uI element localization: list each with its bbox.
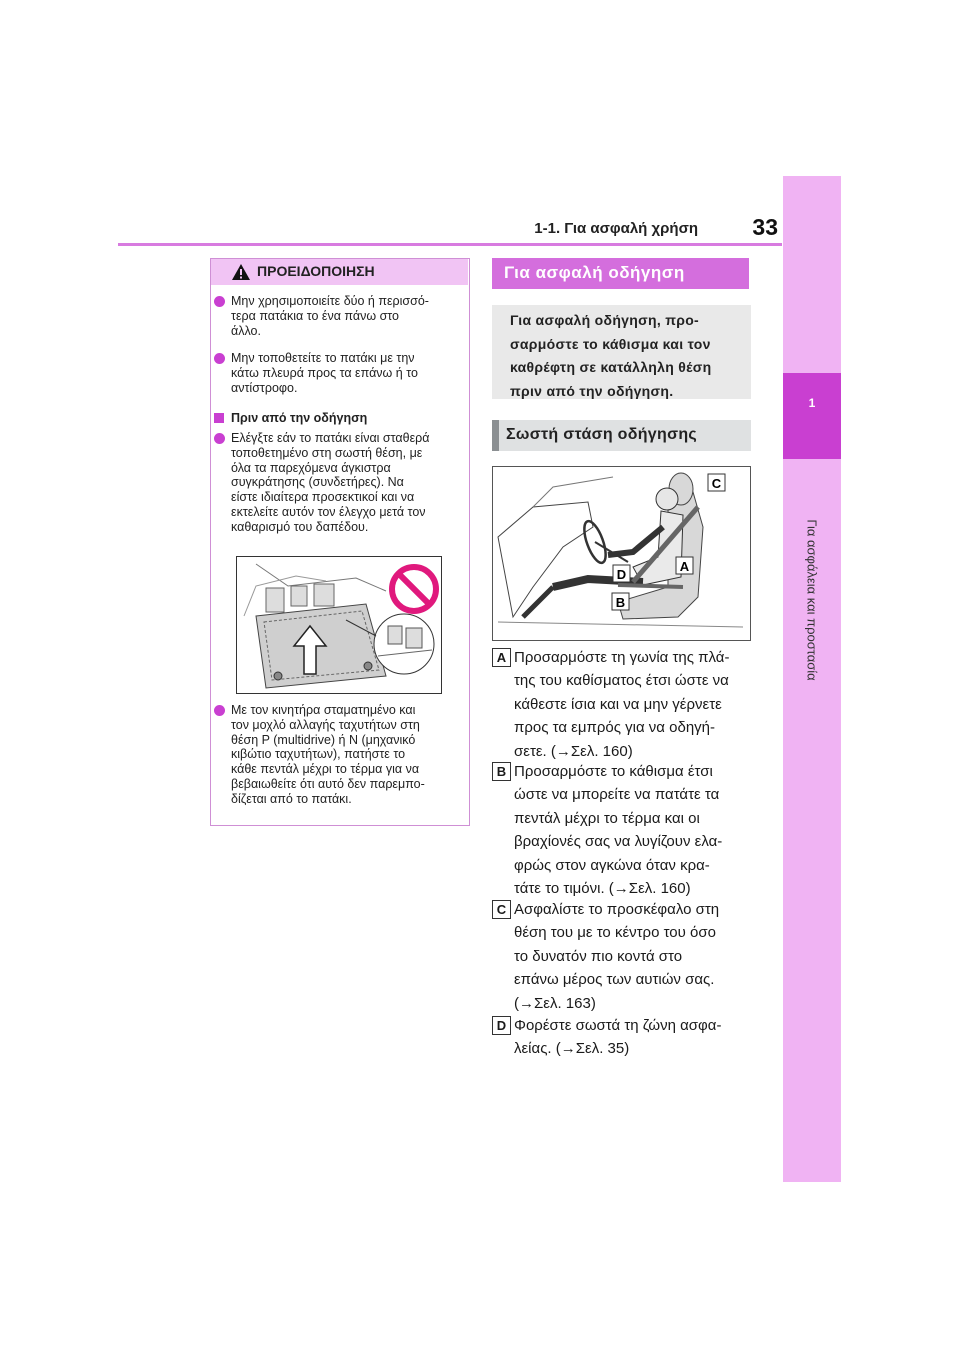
intro-text	[510, 309, 740, 403]
text-line: Μην χρησιμοποιείτε δύο ή περισσό-	[231, 294, 429, 308]
warning-icon	[231, 263, 251, 281]
warning-bullet-3	[214, 431, 464, 537]
posture-item-b	[492, 760, 754, 902]
warning-bullet-1	[214, 294, 464, 340]
text-line: βεβαιωθείτε ότι αυτό δεν παρεμπο-	[231, 776, 425, 791]
chapter-number: 1	[783, 373, 841, 459]
bullet-dot	[214, 353, 225, 364]
text-line: (→Σελ. 163)	[514, 994, 596, 1012]
figure-label-b	[612, 593, 629, 610]
driving-posture-illustration	[493, 467, 750, 640]
text-line: κάθεστε ίσια και να μην γέρνετε	[514, 695, 722, 713]
section-heading	[492, 258, 749, 289]
bullet-dot	[214, 705, 225, 716]
text-line: κάθε πεντάλ μέχρι το τέρμα για να	[231, 762, 420, 777]
text-line: άλλο.	[231, 323, 261, 338]
text-line: βραχίονές σας να λυγίζουν ελα-	[514, 833, 723, 851]
text-line: δίζεται από το πατάκι.	[231, 791, 352, 806]
text-line: φρώς στον αγκώνα όταν κρα-	[514, 856, 710, 874]
text-line: Με τον κινητήρα σταματημένο και	[231, 703, 416, 717]
figure-label-c	[708, 474, 725, 491]
section-heading-text: Για ασφαλή οδήγηση	[504, 263, 685, 282]
text-line: σετε. (→Σελ. 160)	[514, 742, 633, 760]
item-label: B	[492, 762, 511, 781]
subsection-heading-text: Σωστή στάση οδήγησης	[506, 426, 698, 443]
item-label: C	[492, 900, 511, 919]
subsection-accent-bar	[492, 420, 499, 451]
item-label: D	[492, 1016, 511, 1035]
text-line: καθαρισμό του δαπέδου.	[231, 519, 369, 534]
text-line: ώστε να μπορείτε να πατάτε τα	[514, 786, 720, 804]
subheading-text: Πριν από την οδήγηση	[231, 411, 368, 425]
text-line: επάνω μέρος των αυτιών σας.	[514, 971, 715, 989]
prohibited-icon	[392, 567, 436, 611]
text-line: Προσαρμόστε τη γωνία της πλά-	[514, 649, 730, 666]
floor-mat-illustration	[236, 556, 442, 694]
item-label: A	[492, 648, 511, 667]
text-line: είστε ιδιαίτερα προσεκτικοί και να	[231, 490, 415, 505]
text-line: Ελέγξτε εάν το πατάκι είναι σταθερά	[231, 431, 430, 445]
text-line: πριν από την οδήγηση.	[510, 382, 674, 399]
header-rule	[118, 243, 782, 246]
square-bullet-icon	[214, 413, 224, 423]
warning-header	[211, 259, 468, 285]
text-line: Ασφαλίστε το προσκέφαλο στη	[514, 901, 720, 918]
text-line: Για ασφαλή οδήγηση, προ-	[510, 312, 700, 328]
posture-item-a	[492, 646, 754, 764]
text-line: το δυνατόν πιο κοντά στο	[514, 947, 683, 965]
text-line: θέση του με το κέντρο του όσο	[514, 924, 716, 942]
text-line: συγκράτησης (συνδετήρες). Να	[231, 475, 404, 490]
section-breadcrumb: 1-1. Για ασφαλή χρήση	[534, 220, 698, 237]
text-line: εκτελείτε αυτόν τον έλεγχο μετά τον	[231, 504, 426, 519]
text-line: Φορέστε σωστά τη ζώνη ασφα-	[514, 1017, 722, 1034]
page-number: 33	[752, 214, 778, 240]
text-line: λείας. (→Σελ. 35)	[514, 1040, 630, 1058]
text-line: σαρμόστε το κάθισμα και τον	[510, 335, 711, 352]
text-line: αντίστροφο.	[231, 380, 298, 395]
text-line: τοποθετημένο στη σωστή θέση, με	[231, 445, 423, 460]
bullet-dot	[214, 296, 225, 307]
posture-item-c	[492, 898, 754, 1016]
text-line: πεντάλ μέχρι το τέρμα και οι	[514, 809, 700, 827]
svg-text:A: A	[679, 559, 690, 574]
text-line: προς τα εμπρός για να οδηγή-	[514, 719, 716, 737]
svg-text:D: D	[616, 567, 627, 582]
text-line: όλα τα παρεχόμενα άγκιστρα	[231, 460, 391, 475]
svg-text:C: C	[711, 476, 722, 491]
subsection-heading	[492, 420, 751, 451]
warning-bullet-2	[214, 351, 464, 397]
text-line: τάτε το τιμόνι. (→Σελ. 160)	[514, 880, 691, 898]
text-line: Προσαρμόστε το κάθισμα έτσι	[514, 763, 713, 780]
driving-posture-figure	[492, 466, 751, 641]
figure-label-d	[613, 565, 630, 582]
text-line: καθρέφτη σε κατάλληλη θέση	[510, 359, 712, 375]
bullet-dot	[214, 433, 225, 444]
warning-subheading	[214, 411, 464, 427]
text-line: της του καθίσματος έτσι ώστε να	[514, 672, 729, 690]
text-line: κάτω πλευρά προς τα επάνω ή το	[231, 365, 418, 380]
text-line: τερα πατάκια το ένα πάνω στο	[231, 308, 399, 323]
figure-label-a	[676, 557, 693, 574]
posture-item-d	[492, 1014, 754, 1062]
chapter-title: Για ασφάλεια και προστασία	[804, 519, 820, 681]
warning-title: ΠΡΟΕΙΔΟΠΟΙΗΣΗ	[257, 263, 375, 279]
text-line: κιβώτιο ταχυτήτων), πατήστε το	[231, 747, 406, 762]
text-line: θέση P (multidrive) ή N (μηχανικό	[231, 732, 416, 747]
svg-text:B: B	[615, 595, 626, 610]
text-line: τον μοχλό αλλαγής ταχυτήτων στη	[231, 717, 420, 732]
warning-bullet-4	[214, 703, 464, 809]
text-line: Μην τοποθετείτε το πατάκι με την	[231, 351, 415, 365]
